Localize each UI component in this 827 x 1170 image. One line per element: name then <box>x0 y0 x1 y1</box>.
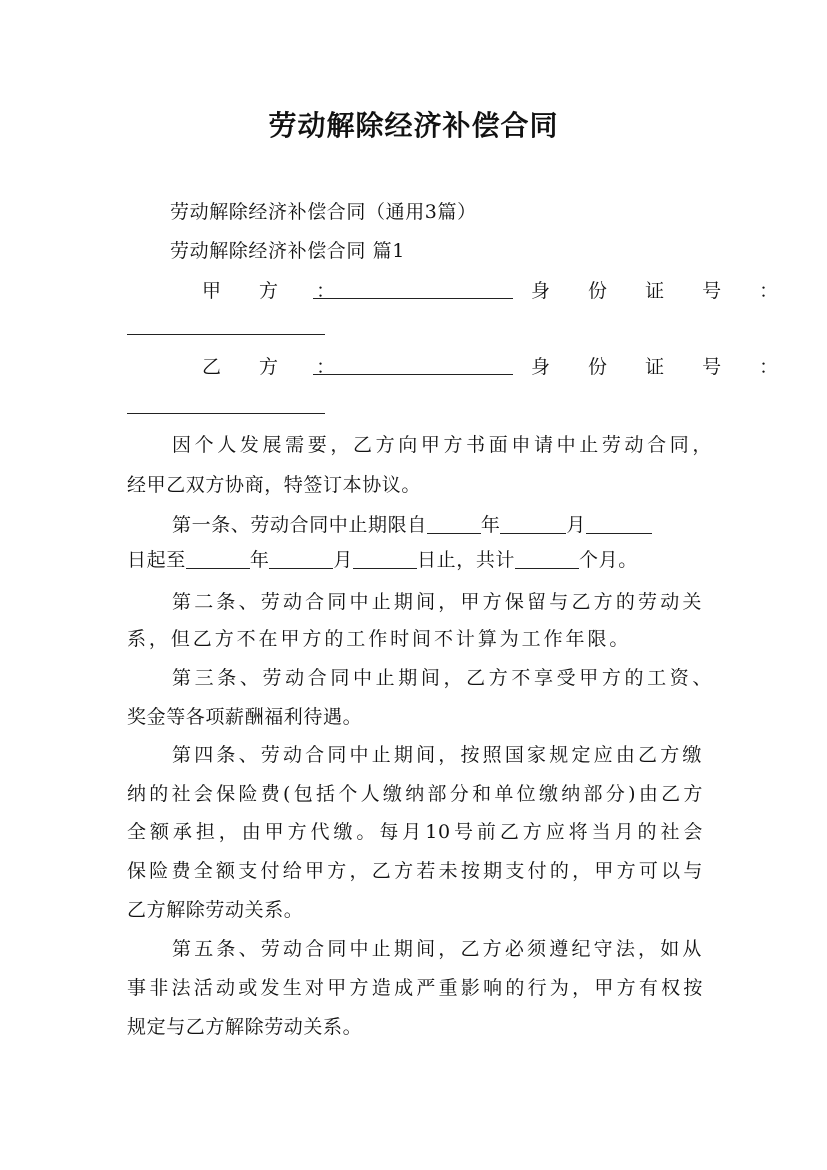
article-3-line-1: 第三条、劳动合同中止期间，乙方不享受甲方的工资、 <box>172 667 712 689</box>
section-heading: 劳动解除经济补偿合同 篇1 <box>170 240 405 262</box>
article-1-line-1: 第一条、劳动合同中止期限自 年 月 <box>172 513 712 537</box>
article-4-line-3: 全额承担，由甲方代缴。每月10号前乙方应将当月的社会 <box>127 821 703 843</box>
party-b-label: 乙 方 ： <box>202 356 352 378</box>
document-title: 劳动解除经济补偿合同 <box>268 109 559 142</box>
intro-line-1: 因个人发展需要，乙方向甲方书面申请中止劳动合同， <box>172 434 712 456</box>
article-2-line-1: 第二条、劳动合同中止期间，甲方保留与乙方的劳动关 <box>172 591 702 613</box>
article-4-line-5: 乙方解除劳动关系。 <box>127 899 304 921</box>
end-day-blank[interactable] <box>353 567 417 569</box>
party-b-id-label: 身 份 证 号 ： <box>531 356 795 378</box>
article-4-line-1: 第四条、劳动合同中止期间，按照国家规定应由乙方缴 <box>172 744 702 766</box>
party-a-name-blank[interactable] <box>313 297 513 299</box>
party-b-id-blank[interactable] <box>127 412 325 414</box>
article-5-line-1: 第五条、劳动合同中止期间，乙方必须遵纪守法，如从 <box>172 938 702 960</box>
end-year-blank[interactable] <box>186 567 250 569</box>
total-months-blank[interactable] <box>515 567 579 569</box>
party-a-id-label: 身 份 证 号 ： <box>531 280 795 302</box>
article-5-line-2: 事非法活动或发生对甲方造成严重影响的行为，甲方有权按 <box>127 977 703 999</box>
article-4-line-2: 纳的社会保险费(包括个人缴纳部分和单位缴纳部分)由乙方 <box>127 783 703 805</box>
article-4-line-4: 保险费全额支付给甲方，乙方若未按期支付的，甲方可以与 <box>127 860 703 882</box>
party-a-id-blank[interactable] <box>127 333 325 335</box>
start-day-blank[interactable] <box>586 532 652 534</box>
start-year-blank[interactable] <box>427 532 481 534</box>
article-1-line-2: 日起至 年 月 日止，共计 个月。 <box>127 549 638 571</box>
party-b-name-blank[interactable] <box>313 373 513 375</box>
subtitle: 劳动解除经济补偿合同（通用3篇） <box>170 201 477 223</box>
article-3-line-2: 奖金等各项薪酬福利待遇。 <box>127 706 363 728</box>
intro-line-2: 经甲乙双方协商，特签订本协议。 <box>127 474 422 496</box>
article-2-line-2: 系，但乙方不在甲方的工作时间不计算为工作年限。 <box>127 628 629 650</box>
party-a-label: 甲 方 ： <box>202 280 352 302</box>
start-month-blank[interactable] <box>500 532 566 534</box>
end-month-blank[interactable] <box>269 567 333 569</box>
article-5-line-3: 规定与乙方解除劳动关系。 <box>127 1016 363 1038</box>
